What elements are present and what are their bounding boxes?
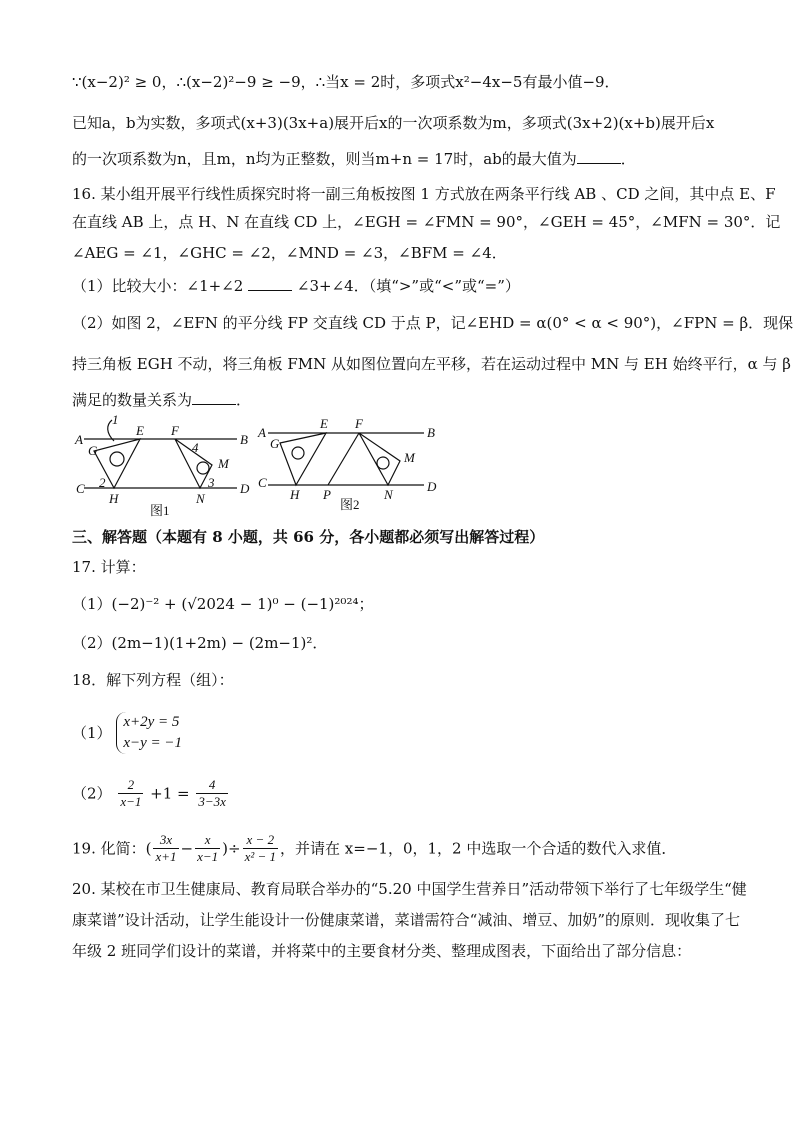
circle-mark [197, 462, 209, 474]
answer-blank [248, 276, 292, 291]
label-angle-2: 2 [99, 475, 106, 490]
q18-part-2-label: （2） [72, 784, 112, 803]
label-c: C [76, 481, 85, 496]
q16-part-1 [72, 276, 520, 296]
triangle-egh [280, 433, 326, 485]
label-e: E [320, 416, 328, 431]
q18-part-2 [72, 777, 230, 810]
q18-part-2-middle: +1 = [150, 784, 190, 803]
fraction [195, 832, 220, 865]
q16-part-2-line-3: 满足的数量关系为 ． [72, 391, 252, 409]
q17-part-1: （1）(−2)⁻² + (√2024 − 1)⁰ − (−1)²⁰²⁴； [72, 595, 374, 613]
divide-sign: )÷ [222, 839, 241, 858]
fraction [196, 777, 228, 810]
label-p: P [323, 487, 331, 502]
q17-title: 17. 计算： [72, 558, 146, 576]
label-angle-3: 3 [208, 475, 215, 490]
q15-text: 的一次项系数为n，且m，n均为正整数，则当m+n = 17时，ab的最大值为 [72, 150, 577, 168]
q16-part-2-line-1: （2）如图 2，∠EFN 的平分线 FP 交直线 CD 于点 P，记∠EHD = α(0° < α < 90°)，∠FPN = β．现保 [72, 314, 794, 332]
label-d: D [240, 481, 250, 496]
q16-part-2-line-2: 持三角板 EGH 不动，将三角板 FMN 从如图位置向左平移，若在运动过程中 MN 与 EH 始终平行，α 与 β [72, 355, 791, 373]
q18-part-1 [72, 712, 182, 754]
equation-2: x−y = −1 [123, 735, 183, 751]
figure-2-labels [257, 416, 437, 512]
figure-2-caption: 图2 [340, 497, 360, 512]
q15-line-1: 已知a，b为实数，多项式(x+3)(3x+a)展开后x的一次项系数为m，多项式(3x+2)(x+b)展开后x [72, 114, 715, 132]
q17-part-2: （2）(2m−1)(1+2m) − (2m−1)²． [72, 634, 328, 652]
q16-part-1-a: （1）比较大小：∠1+∠2 [72, 277, 244, 295]
bisector-fp [328, 433, 359, 485]
label-n: N [196, 491, 205, 506]
q16-part-2-text: 满足的数量关系为 [72, 391, 193, 409]
fraction [243, 832, 278, 865]
denominator: x−1 [120, 794, 142, 809]
label-g: G [270, 436, 280, 451]
numerator: 3x [153, 832, 178, 849]
label-e: E [136, 423, 144, 438]
q18-title: 18．解下列方程（组）： [72, 671, 234, 689]
q19 [72, 832, 676, 865]
label-m: M [404, 450, 415, 465]
q19-tail: ，并请在 x=−1，0，1，2 中选取一个合适的数代入求值． [280, 839, 677, 858]
numerator: x − 2 [243, 832, 278, 849]
label-g: G [88, 443, 98, 458]
fraction [153, 832, 178, 865]
fraction [118, 777, 143, 810]
label-b: B [427, 425, 435, 440]
equation-1: x+2y = 5 [123, 714, 180, 730]
figure-2 [268, 433, 424, 485]
label-n: N [384, 487, 393, 502]
label-a: A [75, 432, 83, 447]
q20-line-3: 年级 2 班同学们设计的菜谱，并将菜中的主要食材分类、整理成图表，下面给出了部分信息： [72, 942, 692, 960]
label-angle-1: 1 [112, 415, 119, 427]
label-d: D [427, 479, 437, 494]
answer-blank [577, 149, 621, 164]
q15-line-2: 的一次项系数为n，且m，n均为正整数，则当m+n = 17时，ab的最大值为 ． [72, 150, 636, 168]
numerator: x [195, 832, 220, 849]
circle-mark [292, 447, 304, 459]
circle-mark [110, 452, 124, 466]
label-f: F [355, 416, 363, 431]
minus-sign: − [180, 839, 194, 858]
denominator: x² − 1 [244, 849, 277, 864]
figure-1-labels [74, 415, 250, 518]
label-a: A [258, 425, 266, 440]
solution-line: ∵(x−2)² ≥ 0，∴(x−2)²−9 ≥ −9，∴当x = 2时，多项式x²−4x−5有最小值−9． [72, 73, 620, 91]
label-h: H [290, 487, 300, 502]
q19-label: 19. 化简：( [72, 839, 152, 858]
denominator: 3−3x [198, 794, 226, 809]
section-3-heading: 三、解答题（本题有 8 小题，共 66 分，各小题都必须写出解答过程） [72, 528, 545, 546]
label-m: M [218, 456, 229, 471]
label-f: F [171, 423, 179, 438]
circle-mark [377, 457, 389, 469]
label-angle-4: 4 [192, 440, 199, 455]
q16-line-2: 在直线 AB 上，点 H、N 在直线 CD 上，∠EGH = ∠FMN = 90°，∠GEH = 45°，∠MFN = 30°．记 [72, 213, 781, 231]
q16-line-3: ∠AEG = ∠1，∠GHC = ∠2，∠MND = ∠3，∠BFM = ∠4． [72, 244, 507, 262]
figure-1-caption: 图1 [150, 503, 170, 518]
q20-line-2: 康菜谱”设计活动，让学生能设计一份健康菜谱，菜谱需符合“减油、增豆、加奶”的原则．现收集了七 [72, 911, 741, 929]
q20-line-1: 20. 某校在市卫生健康局、教育局联合举办的“5.20 中国学生营养日”活动带领下举行了七年级学生“健 [72, 880, 747, 898]
triangle-fmn [359, 433, 400, 485]
denominator: x−1 [197, 849, 219, 864]
equation-system [116, 712, 182, 754]
denominator: x+1 [155, 849, 177, 864]
label-h: H [109, 491, 119, 506]
q16-part-1-b: ∠3+∠4．（填“>”或“<”或“=”） [296, 277, 520, 295]
numerator: 2 [118, 777, 143, 794]
geometry-figures [72, 415, 452, 520]
q16-line-1: 16. 某小组开展平行线性质探究时将一副三角板按图 1 方式放在两条平行线 AB 、CD 之间，其中点 E、F [72, 185, 776, 203]
label-b: B [240, 432, 248, 447]
q18-part-1-label: （1） [72, 724, 112, 742]
label-c: C [258, 475, 267, 490]
numerator: 4 [196, 777, 228, 794]
answer-blank [192, 390, 236, 405]
